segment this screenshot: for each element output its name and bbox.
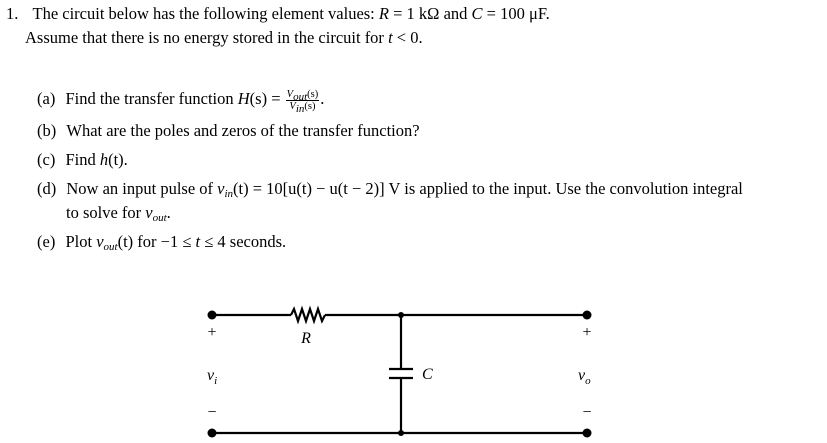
part-c-label: (c) (37, 150, 56, 169)
part-e-label: (e) (37, 232, 56, 251)
part-a: (a) Find the transfer function H(s) = $\frac{V_{out}(s)}{V_{in}(s)}$ . (37, 88, 325, 115)
part-d: (d) Now an input pulse of $v_{in}(t) = 10[u(t) - u(t - 2)]$ V is applied to the input. Use the convolution integral (37, 179, 743, 200)
input-terminal-top (208, 311, 217, 320)
input-plus-sign: + (207, 324, 217, 341)
part-a-label: (a) (37, 89, 56, 108)
problem-number: 1. (6, 4, 19, 23)
output-plus-sign: + (582, 324, 592, 341)
transfer-function-fraction: $\frac{V_{out}(s)}{V_{in}(s)}$ (286, 88, 319, 115)
resistor-label: R (301, 330, 311, 347)
output-terminal-bottom (583, 429, 592, 438)
resistor-symbol (291, 309, 325, 321)
part-c: (c) Find h(t). (37, 150, 128, 169)
input-minus-sign: − (207, 404, 217, 421)
part-e: (e) Plot $v_{out}(t)$ for −1 ≤ t ≤ 4 seconds. (37, 232, 287, 253)
output-terminal-top (583, 311, 592, 320)
node-top (398, 312, 404, 318)
output-minus-sign: − (582, 404, 592, 421)
input-terminal-bottom (208, 429, 217, 438)
part-d-label: (d) (37, 179, 57, 198)
output-voltage-label: $v_o$ (578, 367, 591, 387)
part-d-continued: to solve for $v_{out}$. (66, 203, 171, 224)
problem-line-1: 1. The circuit below has the following element values: R = 1 kΩ and C = 100 μF. (6, 4, 550, 23)
node-bottom (398, 430, 404, 436)
part-b: (b) What are the poles and zeros of the transfer function? (37, 121, 420, 140)
capacitor-label: C (422, 366, 433, 383)
input-voltage-label: $v_i$ (207, 367, 218, 387)
problem-line-2: Assume that there is no energy stored in the circuit for t < 0. (25, 28, 423, 47)
part-b-label: (b) (37, 121, 57, 140)
